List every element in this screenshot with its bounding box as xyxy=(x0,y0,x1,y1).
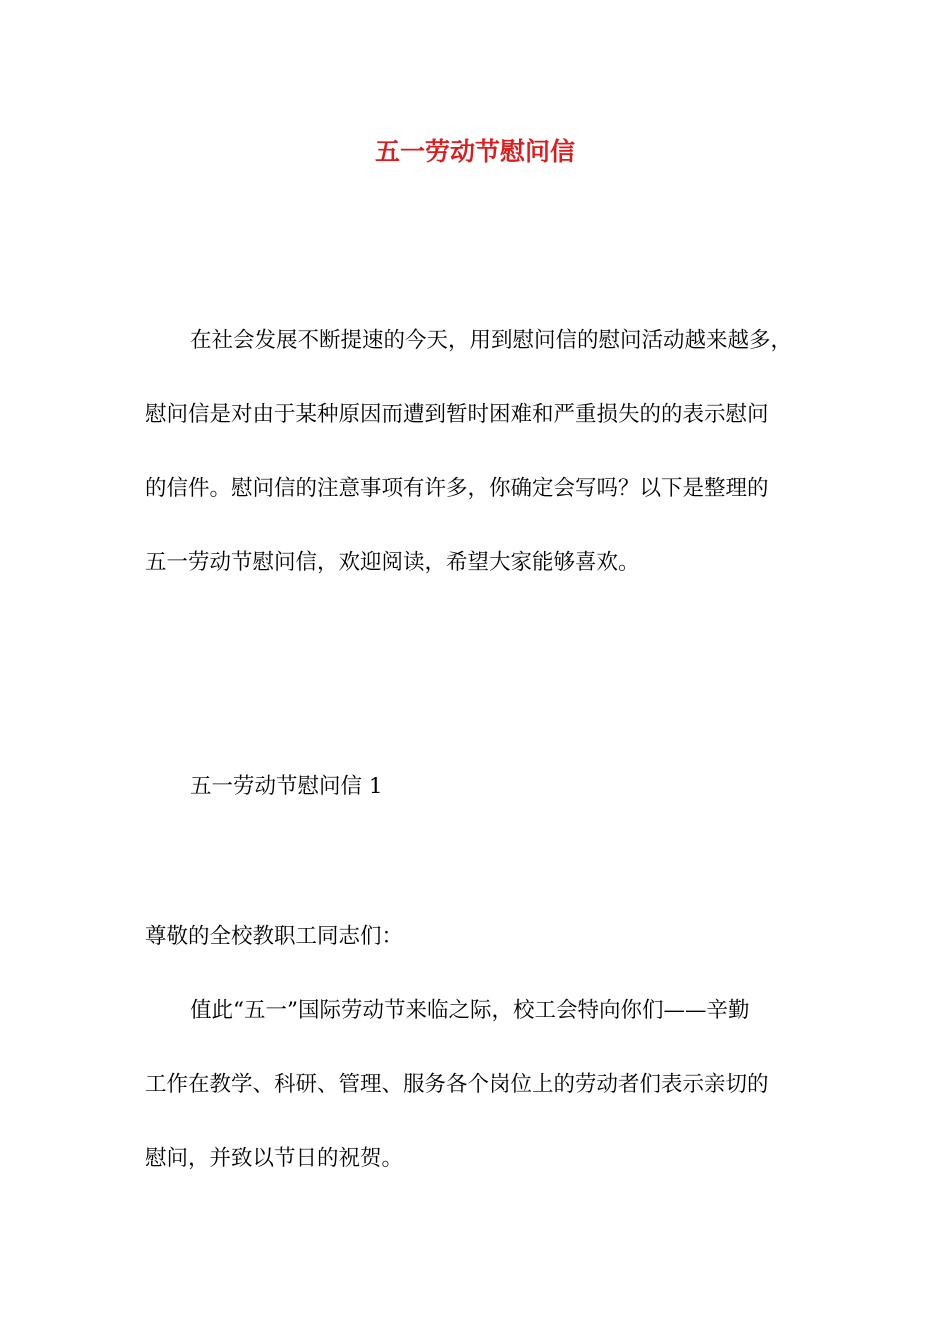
salutation: 尊敬的全校教职工同志们： xyxy=(145,924,404,949)
body-line-3: 慰问，并致以节日的祝贺。 xyxy=(145,1146,404,1171)
body-line-2: 工作在教学、科研、管理、服务各个岗位上的劳动者们表示亲切的 xyxy=(145,1072,769,1097)
document-title: 五一劳动节慰问信 xyxy=(374,137,575,166)
intro-line-2: 慰问信是对由于某种原因而遭到暂时困难和严重损失的的表示慰问 xyxy=(145,402,769,427)
intro-line-1: 在社会发展不断提速的今天，用到慰问信的慰问活动越来越多， xyxy=(190,328,793,353)
intro-line-3: 的信件。慰问信的注意事项有许多，你确定会写吗？以下是整理的 xyxy=(145,476,769,501)
body-line-1: 值此“五一”国际劳动节来临之际，校工会特向你们——辛勤 xyxy=(190,998,750,1023)
section-heading: 五一劳动节慰问信 1 xyxy=(190,774,383,799)
intro-line-4: 五一劳动节慰问信，欢迎阅读，希望大家能够喜欢。 xyxy=(145,550,640,575)
